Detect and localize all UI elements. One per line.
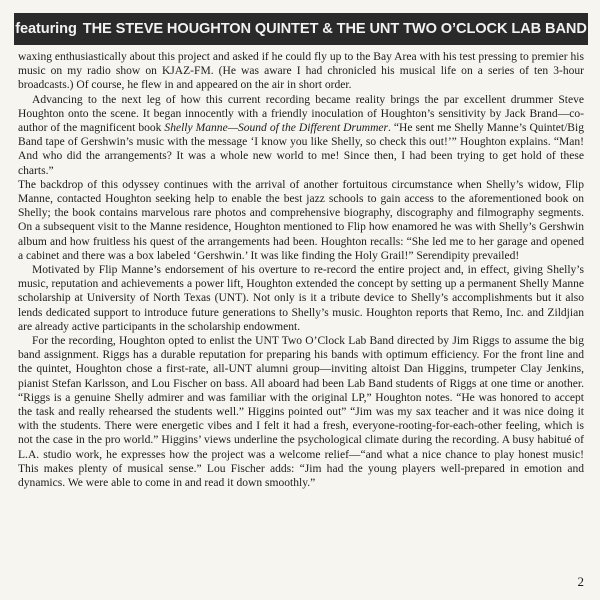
header-title: THE STEVE HOUGHTON QUINTET & THE UNT TWO O’CLOCK LAB BAND bbox=[82, 21, 587, 37]
paragraph bbox=[18, 334, 584, 490]
paragraph-text: The backdrop of this odyssey continues with the arrival of another fortuitous circumstance when Shelly’s widow, Flip Manne, contacted Houghton seeking help to enable the best jazz schools to gain access to the aforementioned book on Shelly; the book contains marvelous rare photos and comprehensive biography, discography and filmography segments. On a subsequent visit to the Manne residence, Houghton mentioned to Flip how enamored he was with Shelly’s Gershwin album and how fruitless his quest of the arrangements had been. Houghton recalls: “She led me to her garage and opened a cabinet and there was a box labeled ‘Gershwin.’ It was like finding the Holy Grail!” Serendipity prevailed! bbox=[18, 178, 584, 262]
header-prefix: featuring bbox=[15, 21, 77, 37]
paragraph-text: Motivated by Flip Manne’s endorsement of his overture to re-record the entire project and, in effect, giving Shelly’s music, reputation and achievements a power lift, Houghton extended the concept by setting up a permanent Shelly Manne scholarship at University of North Texas (UNT). Not only is it a tribute device to Shelly’s accomplishments but it also lends dedicated support to introduce future generations to Shelly’s music. Houghton reports that Remo, Inc. and Zildjian are already active participants in the scholarship endowment. bbox=[18, 264, 584, 333]
paragraph bbox=[18, 263, 584, 334]
article-body bbox=[18, 50, 584, 490]
page-number: 2 bbox=[577, 574, 584, 589]
paragraph bbox=[18, 50, 584, 93]
paragraph bbox=[18, 93, 584, 178]
paragraph-text: Advancing to the next leg of how this current recording became reality brings the par excellent drummer Steve Houghton onto the scene. It began innocently with a friendly inoculation of Houghton’s sensitivity by Jack Brand—co-author of the magnificent book bbox=[18, 93, 584, 135]
paragraph-text: For the recording, Houghton opted to enlist the UNT Two O’Clock Lab Band directed by Jim Riggs to assume the big band assignment. Riggs has a durable reputation for preparing his bands with optimum efficiency. For the front line and the quintet, Houghton chose a first-rate, all-UNT alumni group—inviting altoist Dan Higgins, trumpeter Clay Jenkins, pianist Stefan Karlsson, and Lou Fischer on bass. All aboard had been Lab Band students of Riggs at one time or another. “Riggs is a genuine Shelly admirer and was familiar with the original LP,” Houghton notes. “He was honored to accept the task and really rehearsed the students well.” Higgins pointed out” “Jim was my sax teacher and it was nice doing it with the students. There were energetic vibes and I felt it had a fresh, everyone-rooting-for-each-other feeling, which is not the case in the pro world.” Higgins’ views underline the psychological climate during the recording. A busy habitué of L.A. studio work, he expresses how the project was a welcome relief—“and what a nice chance to play honest music! This makes plenty of musical sense.” Lou Fischer adds: “Jim had the young players well-prepared in emotion and dynamics. We were able to come in and read it down smoothly.” bbox=[18, 335, 584, 490]
paragraph bbox=[18, 178, 584, 263]
paragraph-text: . “He sent me Shelly Manne’s Quintet/Big Band tape of Gershwin’s music with the message ‘I know you like Shelly, so check this out!’” Houghton explains. “Man! And who did the arrangements? It was a whole new world to me! Since then, I had been trying to get hold of these charts.” bbox=[18, 122, 584, 177]
header-banner bbox=[14, 13, 588, 45]
book-title: Shelly Manne—Sound of the Different Drummer bbox=[164, 122, 389, 135]
paragraph-text: waxing enthusiastically about this project and asked if he could fly up to the Bay Area with his test pressing to premier his music on my radio show on KJAZ-FM. (He was aware I had chronicled his musical life on a series of ten 3-hour broadcasts.) Of course, he flew in and appeared on the air in short order. bbox=[18, 51, 584, 92]
